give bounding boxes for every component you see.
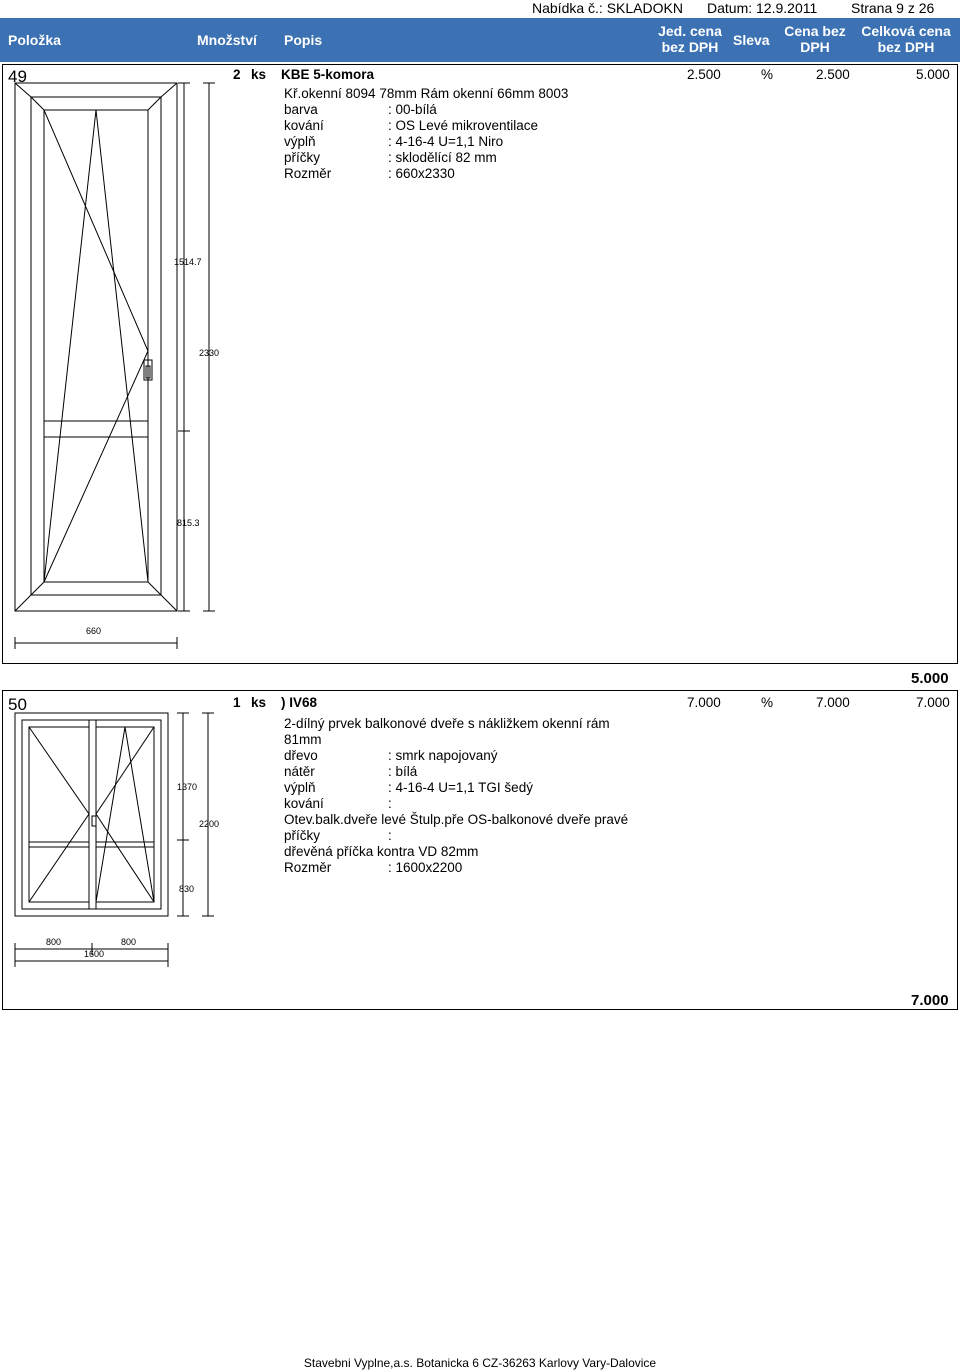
item-50-unit-price: 7.000 [687, 695, 721, 710]
item-50-price: 7.000 [816, 695, 850, 710]
col-jed-cena-line1: Jed. cena [658, 23, 722, 39]
item-49-total: 5.000 [916, 67, 950, 82]
spec-value: : [388, 796, 392, 811]
item-50-unit: ks [251, 695, 267, 710]
col-celkova [850, 23, 960, 55]
right-opening [96, 727, 154, 902]
item-50-name: ) IV68 [281, 695, 318, 710]
dim-total-height: 2200 [199, 819, 220, 829]
item-50-extra-line2: dřevěná příčka kontra VD 82mm [284, 844, 479, 859]
col-cena-line1: Cena bez [784, 23, 846, 39]
spec-label: barva [284, 102, 318, 117]
handle-icon [92, 816, 96, 826]
spec-value: : sklodělící 82 mm [388, 150, 497, 165]
spec-value: : smrk napojovaný [388, 748, 498, 763]
spec-label: dřevo [284, 748, 318, 763]
item-49-desc: Kř.okenní 8094 78mm Rám okenní 66mm 8003 [284, 86, 569, 101]
right-sash [96, 727, 154, 902]
dim-total-height: 2330 [199, 348, 220, 358]
spec-label: kování [284, 796, 324, 811]
spec-label: příčky [284, 150, 321, 165]
spec-label: nátěr [284, 764, 315, 779]
dim-width: 660 [86, 626, 102, 636]
item-50-desc-line1: 2-dílný prvek balkonové dveře s nákližkem okenní rám [284, 716, 610, 731]
item-49-name: KBE 5-komora [281, 67, 375, 82]
dim-width-right: 800 [121, 937, 137, 947]
spec-value: : 4-16-4 U=1,1 TGI šedý [388, 780, 533, 795]
right-tilt [96, 727, 154, 902]
col-popis: Popis [284, 32, 323, 48]
item-49-number: 49 [8, 67, 27, 86]
dim-upper: 1370 [177, 782, 198, 792]
item-49-unit-price: 2.500 [687, 67, 721, 82]
item-50-discount: % [761, 695, 774, 710]
tilt-triangle [44, 110, 148, 582]
item-50-qty: 1 [233, 695, 241, 710]
item-50-total: 7.000 [916, 695, 950, 710]
item-50-subtotal: 7.000 [911, 992, 949, 1009]
dim-lower: 830 [179, 884, 195, 894]
dim-lower: 815.3 [177, 518, 200, 528]
table-header [0, 18, 960, 62]
item-49-subtotal: 5.000 [911, 670, 949, 687]
spec-value: : 1600x2200 [388, 860, 463, 875]
col-celkova-line1: Celková cena [861, 23, 951, 39]
item-50-number: 50 [8, 695, 27, 714]
left-opening [29, 727, 89, 902]
col-polozka: Položka [8, 32, 61, 48]
opening-triangle [44, 110, 148, 582]
item-49-unit: ks [251, 67, 267, 82]
offer-date: Datum: 12.9.2011 [707, 0, 818, 16]
left-sash [29, 727, 89, 902]
col-sleva: Sleva [733, 32, 770, 48]
spec-label: výplň [284, 134, 316, 149]
col-mnozstvi: Množství [197, 32, 257, 48]
spec-value: : 00-bílá [388, 102, 437, 117]
col-cena-line2: DPH [800, 39, 830, 55]
item-50-extra-line: Otev.balk.dveře levé Štulp.pře OS-balkonové dveře pravé [284, 812, 629, 827]
spec-value: : bílá [388, 764, 418, 779]
spec-label: Rozměr [284, 860, 332, 875]
item-49-qty: 2 [233, 67, 241, 82]
item-50-desc-line2: 81mm [284, 732, 322, 747]
spec-label: kování [284, 118, 324, 133]
door-drawing-50 [0, 710, 240, 970]
spec-label: Rozměr [284, 166, 332, 181]
page-number: Strana 9 z 26 [851, 0, 935, 16]
col-celkova-line2: bez DPH [877, 39, 935, 55]
window-drawing-49 [0, 80, 240, 650]
col-cena [775, 23, 855, 55]
spec-value: : [388, 828, 392, 843]
item-49-discount: % [761, 67, 774, 82]
dim-upper: 1514.7 [174, 257, 202, 267]
dim-width-total: 1600 [84, 949, 105, 959]
spec-label: výplň [284, 780, 316, 795]
spec-label: příčky [284, 828, 321, 843]
spec-value: : 660x2330 [388, 166, 455, 181]
company-footer: Stavebni Vyplne,a.s. Botanicka 6 CZ-36263 Karlovy Vary-Dalovice [303, 1356, 657, 1370]
outer-frame [15, 83, 177, 611]
sash [44, 110, 148, 582]
offer-number: Nabídka č.: SKLADOKN [532, 0, 683, 16]
item-49-price: 2.500 [816, 67, 850, 82]
dim-width-left: 800 [46, 937, 62, 947]
spec-value: : OS Levé mikroventilace [388, 118, 539, 133]
outer-frame [15, 713, 168, 916]
spec-value: : 4-16-4 U=1,1 Niro [388, 134, 504, 149]
col-jed-cena [650, 23, 730, 55]
col-jed-cena-line2: bez DPH [661, 39, 719, 55]
